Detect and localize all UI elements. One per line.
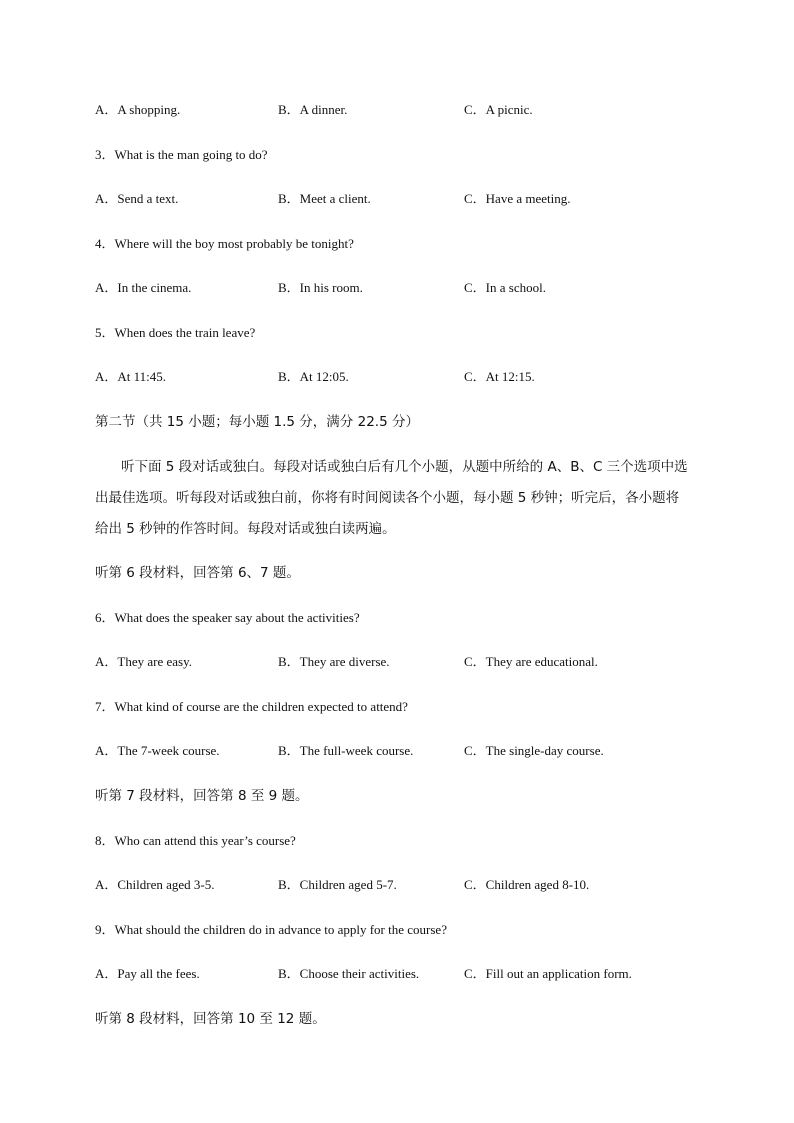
q3-question: 3．What is the man going to do?	[95, 147, 268, 162]
q8-option-c: C．Children aged 8-10.	[464, 877, 590, 892]
section2-instruction-line-1: 听下面 5 段对话或独白。每段对话或独白后有几个小题，从题中所给的 A、B、C 三个选项中选	[121, 459, 688, 475]
q9-option-a: A．Pay all the fees.	[95, 966, 200, 981]
q7-option-b: B．The full-week course.	[278, 743, 414, 758]
section2-instruction-line-2: 出最佳选项。听每段对话或独白前，你将有时间阅读各个小题，每小题 5 秒钟；听完后，各小题将	[95, 490, 680, 506]
q9-question: 9．What should the children do in advance to apply for the course?	[95, 922, 447, 937]
q3-option-a: A．Send a text.	[95, 191, 179, 206]
q7-question: 7．What kind of course are the children expected to attend?	[95, 699, 408, 714]
q6-option-c: C．They are educational.	[464, 654, 598, 669]
q5-option-b: B．At 12:05.	[278, 369, 349, 384]
q7-option-c: C．The single-day course.	[464, 743, 604, 758]
q5-option-c: C．At 12:15.	[464, 369, 535, 384]
q6-option-a: A．They are easy.	[95, 654, 192, 669]
q4-option-c: C．In a school.	[464, 280, 546, 295]
q4-question: 4．Where will the boy most probably be tonight?	[95, 236, 354, 251]
q8-option-a: A．Children aged 3-5.	[95, 877, 215, 892]
material-8-heading: 听第 8 段材料，回答第 10 至 12 题。	[95, 1011, 326, 1027]
q8-question: 8．Who can attend this year’s course?	[95, 833, 296, 848]
section2-heading: 第二节（共 15 小题；每小题 1.5 分，满分 22.5 分）	[95, 414, 419, 430]
q2-option-a: A．A shopping.	[95, 102, 181, 117]
q9-option-c: C．Fill out an application form.	[464, 966, 632, 981]
q6-option-b: B．They are diverse.	[278, 654, 390, 669]
q5-option-a: A．At 11:45.	[95, 369, 167, 384]
material-7-heading: 听第 7 段材料，回答第 8 至 9 题。	[95, 788, 309, 804]
q8-option-b: B．Children aged 5-7.	[278, 877, 397, 892]
q2-option-b: B．A dinner.	[278, 102, 348, 117]
q5-question: 5．When does the train leave?	[95, 325, 256, 340]
q2-option-c: C．A picnic.	[464, 102, 533, 117]
section2-instruction-line-3: 给出 5 秒钟的作答时间。每段对话或独白读两遍。	[95, 521, 396, 537]
q7-option-a: A．The 7-week course.	[95, 743, 220, 758]
q4-option-a: A．In the cinema.	[95, 280, 192, 295]
q9-option-b: B．Choose their activities.	[278, 966, 420, 981]
material-6-heading: 听第 6 段材料，回答第 6、7 题。	[95, 565, 300, 581]
q6-question: 6．What does the speaker say about the activities?	[95, 610, 360, 625]
q4-option-b: B．In his room.	[278, 280, 363, 295]
q3-option-b: B．Meet a client.	[278, 191, 371, 206]
q3-option-c: C．Have a meeting.	[464, 191, 571, 206]
